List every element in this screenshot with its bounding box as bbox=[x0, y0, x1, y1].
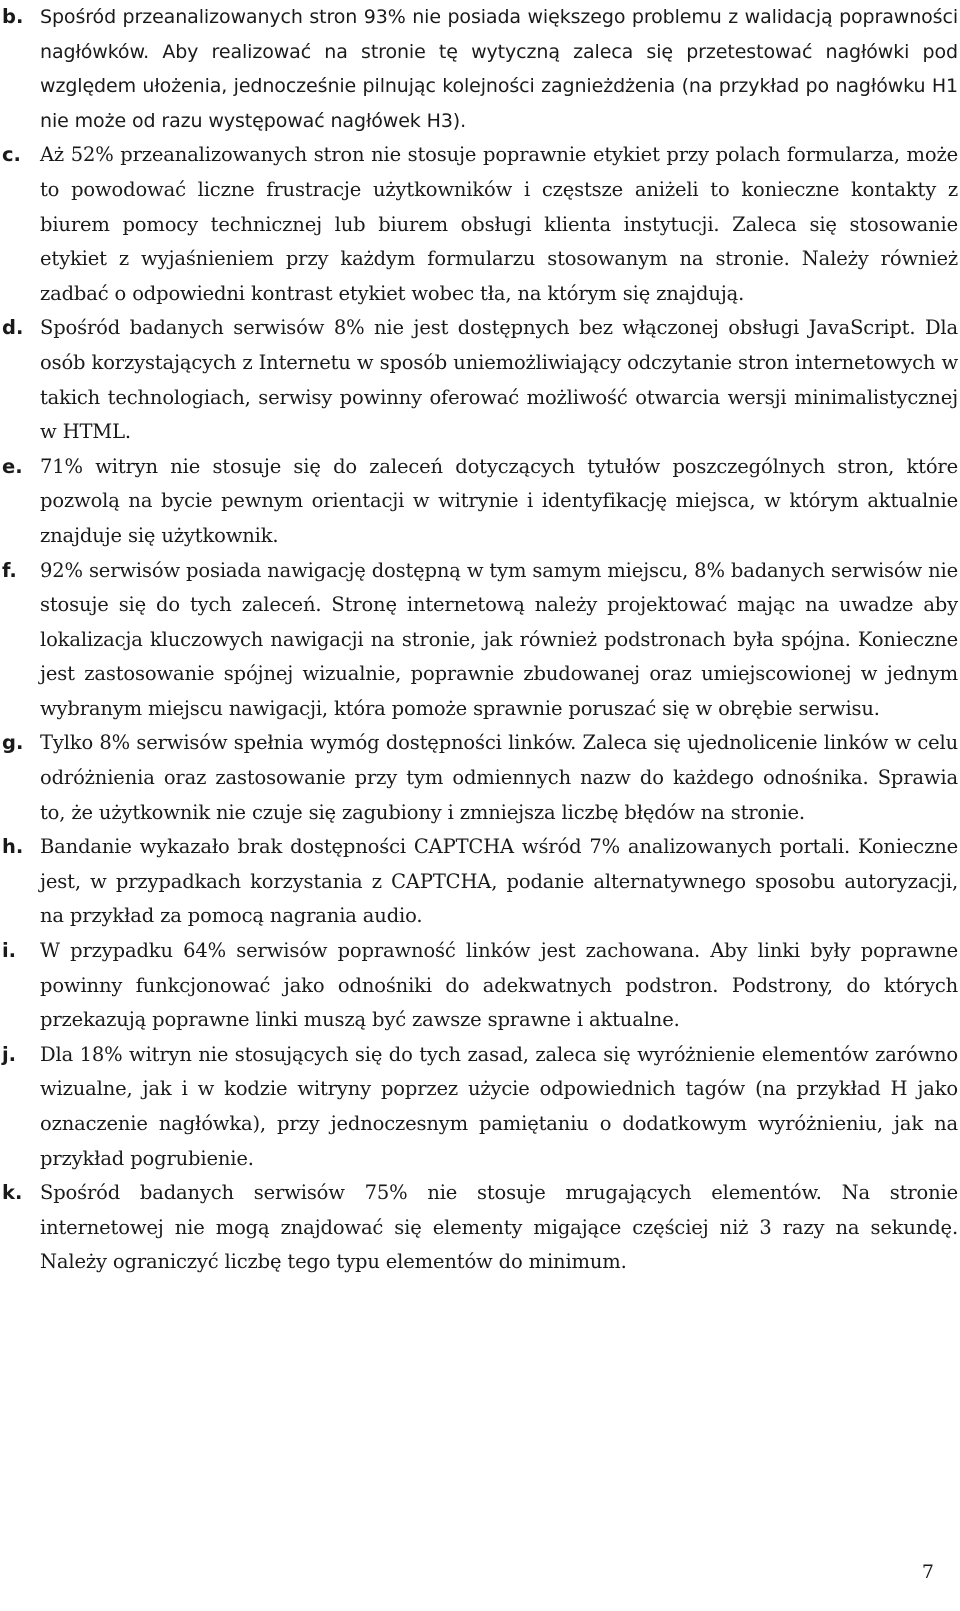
list-item-c bbox=[0, 138, 958, 311]
list-marker: e. bbox=[2, 454, 23, 478]
list-marker: h. bbox=[2, 835, 24, 859]
list-marker: k. bbox=[2, 1181, 23, 1205]
list-item-h bbox=[0, 830, 958, 934]
list-marker: c. bbox=[2, 143, 21, 167]
list-item-text: Aż 52% przeanalizowanych stron nie stosuje poprawnie etykiet przy polach formularza, może to powodować liczne frustracje użytkowników i częstsze aniżeli to konieczne kontakty z biurem pomocy technicznej lub biurem obsługi klienta instytucji. Zaleca się stosowanie etykiet z wyjaśnieniem przy każdym formularzu stosowanym na stronie. Należy również zadbać o odpowiedni kontrast etykiet wobec tła, na którym się znajdują. bbox=[40, 143, 958, 305]
list-item-f bbox=[0, 554, 958, 727]
list-item-j bbox=[0, 1038, 958, 1176]
list-item-text: Spośród przeanalizowanych stron 93% nie posiada większego problemu z walidacją poprawności nagłówków. Aby realizować na stronie tę wytyczną zaleca się przetestować nagłówki pod względem ułożenia, jednocześnie pilnując kolejności zagnieżdżenia (na przykład po nagłówku H1 nie może od razu występować nagłówek H3). bbox=[40, 6, 958, 132]
list-item-k bbox=[0, 1176, 958, 1280]
list-marker: b. bbox=[2, 5, 24, 28]
list-item-text: 92% serwisów posiada nawigację dostępną w tym samym miejscu, 8% badanych serwisów nie stosuje się do tych zaleceń. Stronę internetową należy projektować mając na uwadze aby lokalizacja kluczowych nawigacji na stronie, jak również podstronach była spójna. Konieczne jest zastosowanie spójnej wizualnie, poprawnie zbudowanej oraz umiejscowionej w jednym wybranym miejscu nawigacji, która pomoże sprawnie poruszać się w obrębie serwisu. bbox=[40, 558, 958, 720]
list-item-text: Tylko 8% serwisów spełnia wymóg dostępności linków. Zaleca się ujednolicenie linków w celu odróżnienia oraz zastosowanie przy tym odmiennych nazw do każdego odnośnika. Sprawia to, że użytkownik nie czuje się zagubiony i zmniejsza liczbę błędów na stronie. bbox=[40, 731, 958, 824]
page-number: 7 bbox=[921, 1561, 934, 1583]
list-item-text: Spośród badanych serwisów 75% nie stosuje mrugających elementów. Na stronie internetowej nie mogą znajdować się elementy migające częściej niż 3 razy na sekundę. Należy ograniczyć liczbę tego typu elementów do minimum. bbox=[40, 1181, 958, 1274]
list-item-text: Bandanie wykazało brak dostępności CAPTCHA wśród 7% analizowanych portali. Konieczne jest, w przypadkach korzystania z CAPTCHA, podanie alternatywnego sposobu autoryzacji, na przykład za pomocą nagrania audio. bbox=[40, 835, 958, 928]
list-marker: f. bbox=[2, 558, 17, 582]
list-marker: g. bbox=[2, 731, 24, 755]
list-marker: j. bbox=[2, 1042, 17, 1066]
list-item-i bbox=[0, 934, 958, 1038]
list-item-text: Spośród badanych serwisów 8% nie jest dostępnych bez włączonej obsługi JavaScript. Dla osób korzystających z Internetu w sposób uniemożliwiający odczytanie stron internetowych w takich technologiach, serwisy powinny oferować możliwość otwarcia wersji minimalistycznej w HTML. bbox=[40, 316, 958, 444]
list-item-g bbox=[0, 726, 958, 830]
list-marker: d. bbox=[2, 316, 24, 340]
list-item-text: Dla 18% witryn nie stosujących się do tych zasad, zaleca się wyróżnienie elementów zarówno wizualne, jak i w kodzie witryny poprzez użycie odpowiednich tagów (na przykład H jako oznaczenie nagłówka), przy jednoczesnym pamiętaniu o dodatkowym wyróżnieniu, jak na przykład pogrubienie. bbox=[40, 1042, 958, 1170]
list-item-b bbox=[0, 0, 958, 138]
list-item-d bbox=[0, 311, 958, 449]
list-item-text: W przypadku 64% serwisów poprawność linków jest zachowana. Aby linki były poprawne powinny funkcjonować jako odnośniki do adekwatnych podstron. Podstrony, do których przekazują poprawne linki muszą być zawsze sprawne i aktualne. bbox=[40, 939, 958, 1032]
list-item-text: 71% witryn nie stosuje się do zaleceń dotyczących tytułów poszczególnych stron, które pozwolą na bycie pewnym orientacji w witrynie i identyfikację miejsca, w którym aktualnie znajduje się użytkownik. bbox=[40, 454, 958, 547]
list-marker: i. bbox=[2, 939, 17, 963]
list-item-e bbox=[0, 450, 958, 554]
